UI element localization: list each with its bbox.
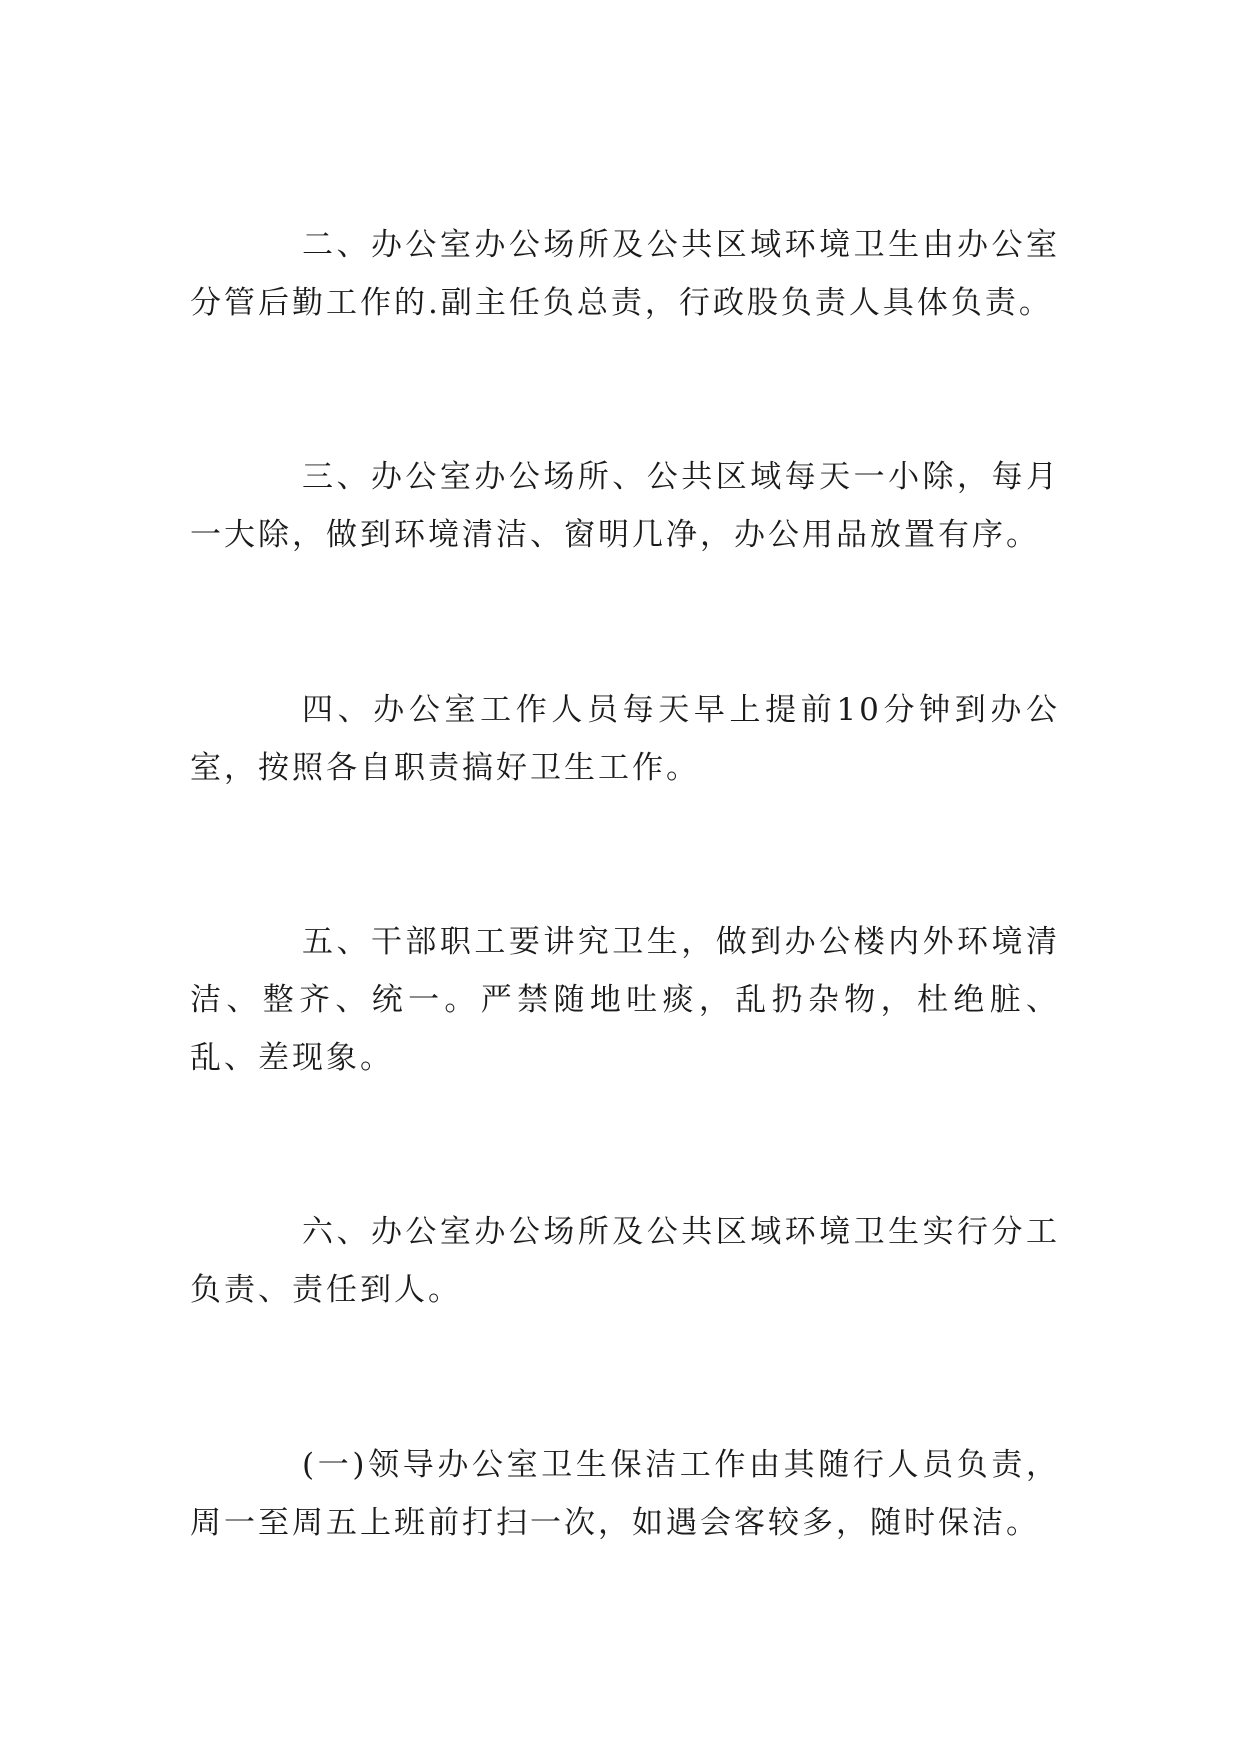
paragraph-5: 五、干部职工要讲究卫生，做到办公楼内外环境清洁、整齐、统一。严禁随地吐痰，乱扔杂物，杜绝脏、乱、差现象。 bbox=[190, 924, 1060, 1076]
paragraph-4: 四、办公室工作人员每天早上提前10分钟到办公室，按照各自职责搞好卫生工作。 bbox=[190, 692, 1060, 786]
paragraph-6-1: (一)领导办公室卫生保洁工作由其随行人员负责，周一至周五上班前打扫一次，如遇会客较多，随时保洁。 bbox=[190, 1447, 1060, 1541]
paragraph-2: 二、办公室办公场所及公共区域环境卫生由办公室分管后勤工作的.副主任负总责，行政股负责人具体负责。 bbox=[190, 227, 1060, 321]
paragraph-3: 三、办公室办公场所、公共区域每天一小除，每月一大除，做到环境清洁、窗明几净，办公用品放置有序。 bbox=[190, 459, 1060, 553]
paragraph-6: 六、办公室办公场所及公共区域环境卫生实行分工负责、责任到人。 bbox=[190, 1214, 1060, 1308]
